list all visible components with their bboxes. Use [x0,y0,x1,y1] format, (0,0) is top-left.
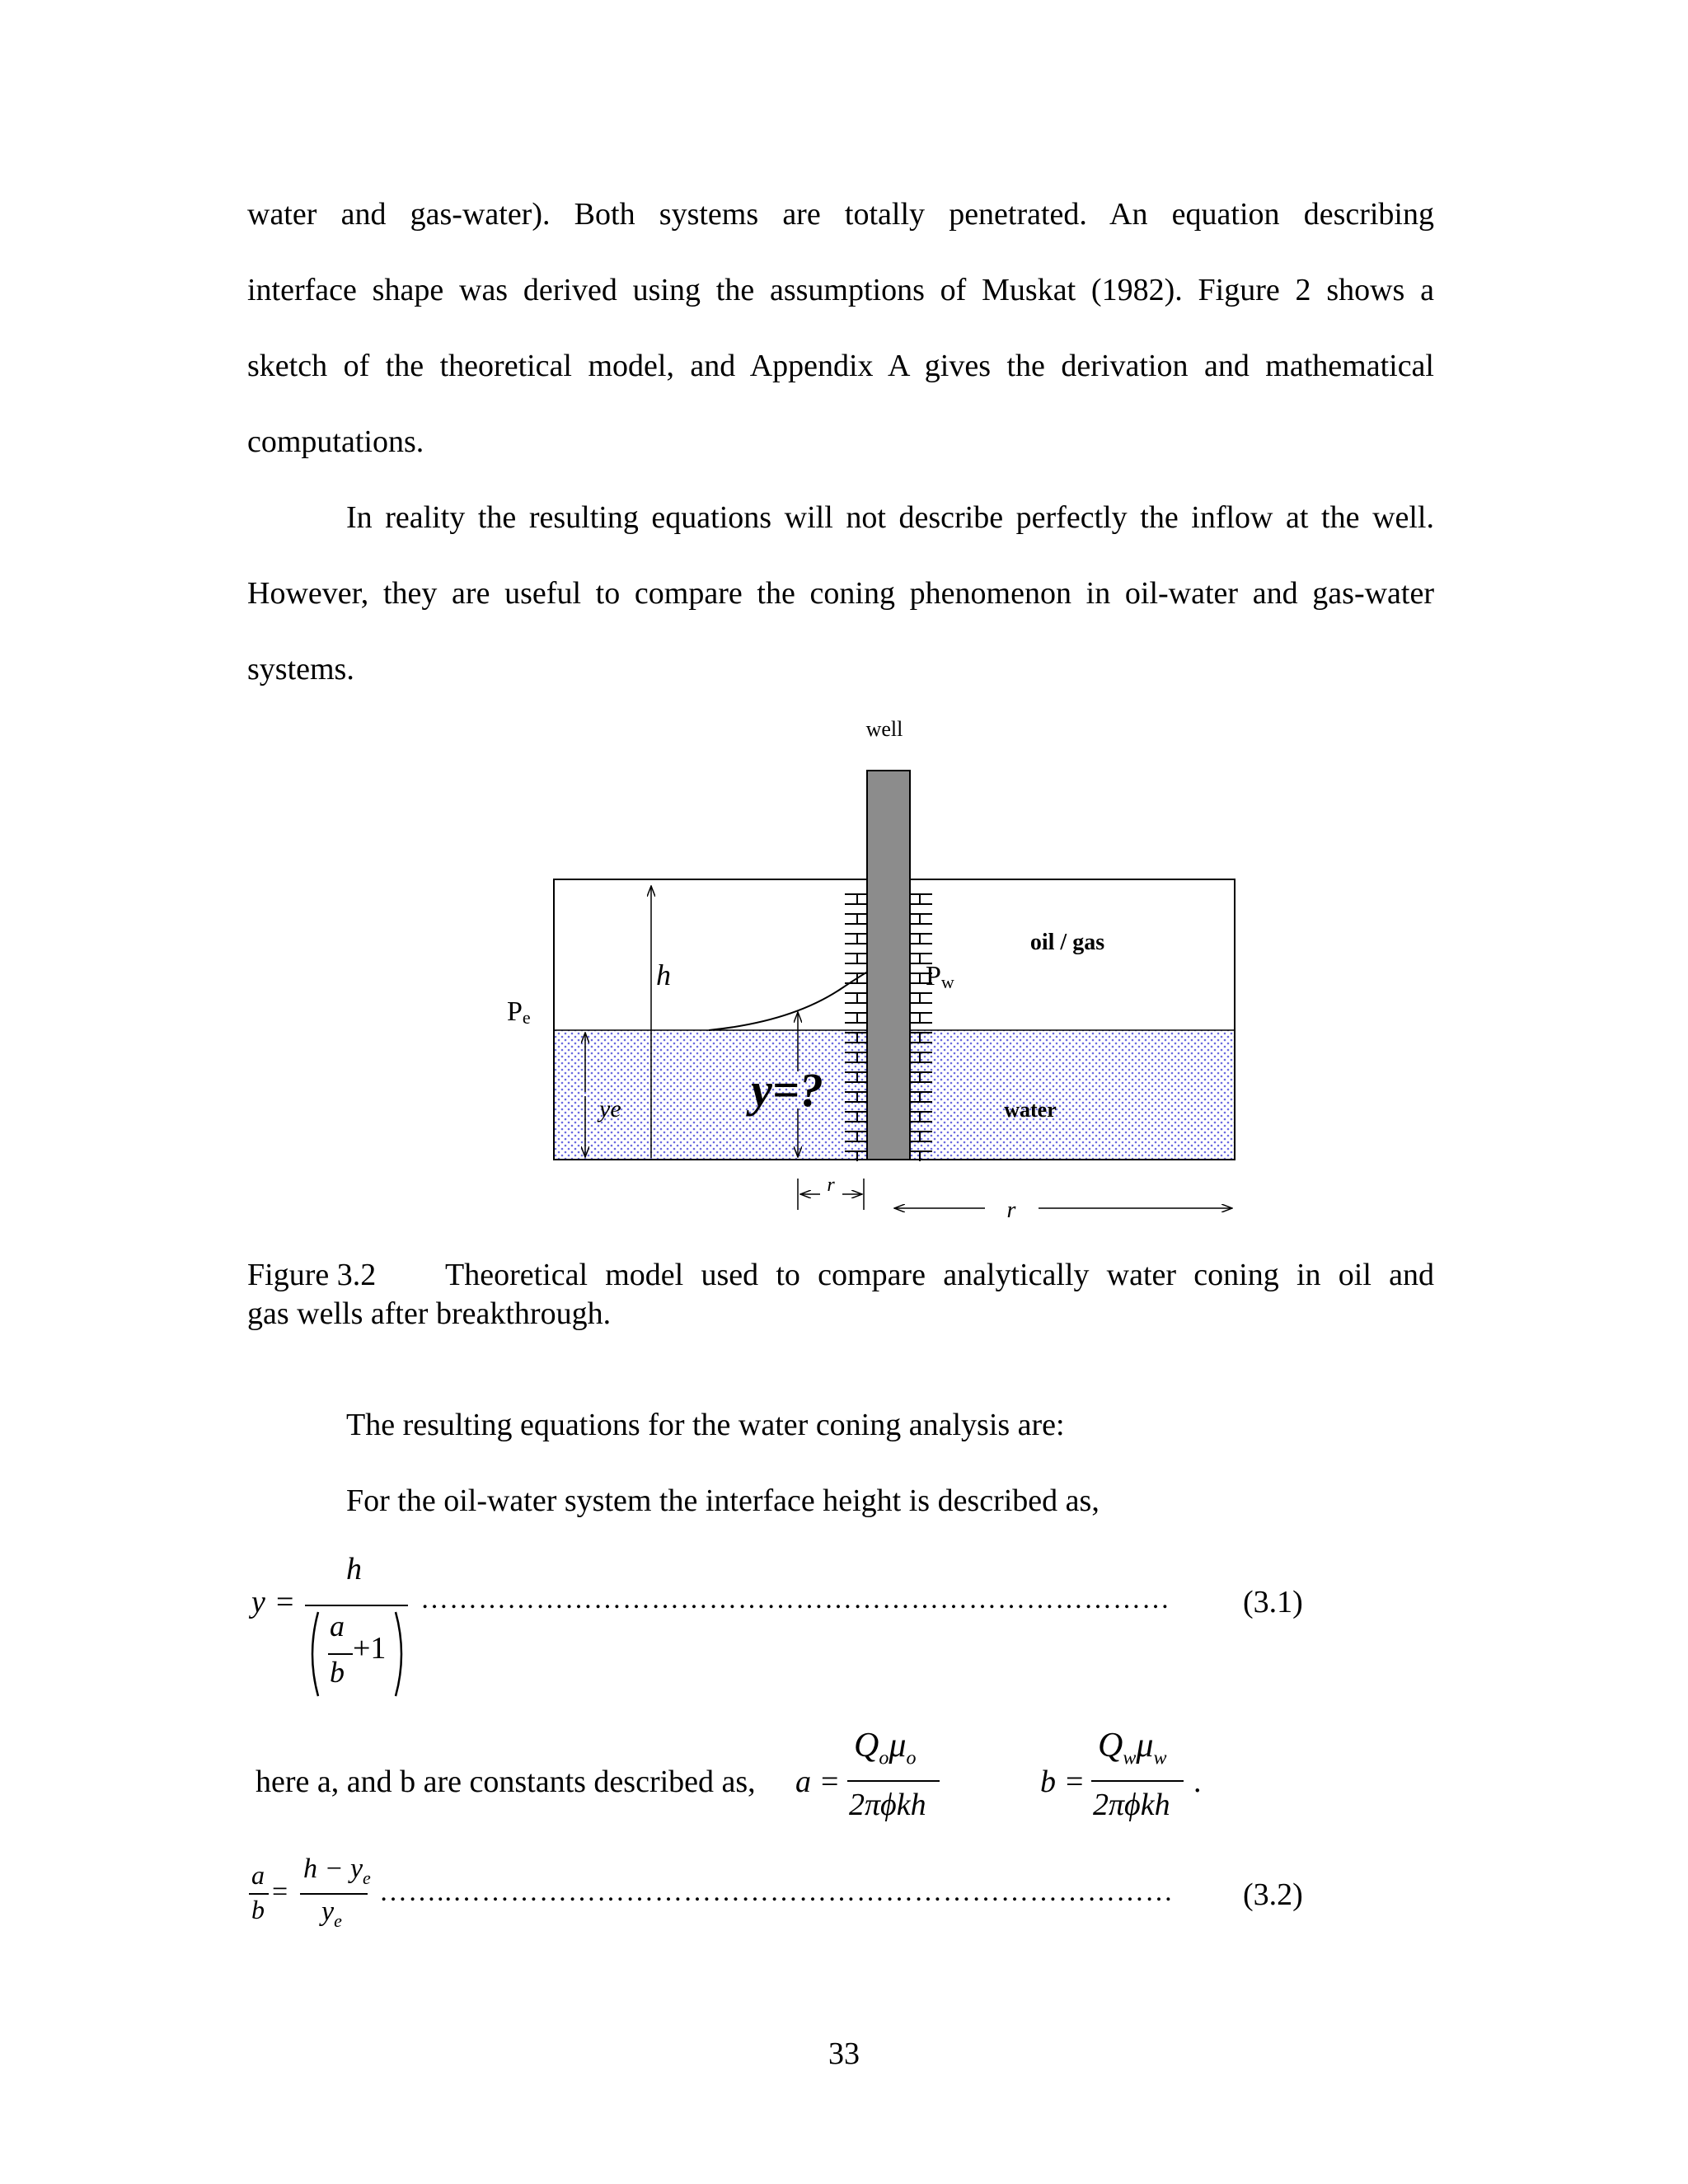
eq31-numerator: h [346,1552,362,1586]
eq32-equals: = [272,1877,288,1907]
constants-line [256,1727,1327,1838]
figure-caption-text: Theoretical model used to compare analytically water coning in oil and [445,1258,1434,1292]
const-b-equals: = [1066,1765,1084,1799]
const-b-fraction-bar [1091,1780,1184,1782]
eq32-denominator: $y_e$ [321,1896,342,1931]
eq31-fraction-bar [305,1605,408,1606]
eq31-number: (3.1) [1243,1585,1303,1619]
equations-intro: The resulting equations for the water coning analysis are: [346,1408,1065,1442]
constants-text: here a, and b are constants described as, [256,1765,756,1799]
figure-caption-line-2: gas wells after breakthrough. [247,1296,612,1331]
eq31-leader-dots: …………………………………………………………………… [420,1584,1170,1615]
paragraph-2-line-2: However, they are useful to compare the coning phenomenon in oil-water and gas-water [247,576,1434,611]
eq31-b: b [330,1656,345,1689]
r-label: r [1006,1197,1016,1223]
eq32-a: a [251,1860,265,1890]
y-question-label: y=? [751,1063,823,1117]
page-number: 33 [828,2036,860,2071]
figure-number: Figure 3.2 [247,1258,377,1292]
well-casing [867,771,910,1160]
rw-label: r [827,1174,835,1196]
oil-gas-label: oil / gas [1029,930,1105,955]
well-label: well [865,717,903,741]
eq32-leader-dots: ……..………………………………………………………………… [379,1877,1174,1907]
const-b-lhs: b [1040,1765,1056,1799]
const-b-denominator: 2πϕkh [1093,1788,1170,1822]
paragraph-2-line-1: In reality the resulting equations will not describe perfectly the inflow at the well. [346,500,1434,535]
oil-water-intro: For the oil-water system the interface height is described as, [346,1483,1100,1518]
eq32-number: (3.2) [1243,1877,1303,1912]
cone-curve [709,968,875,1030]
water-label: water [1004,1098,1057,1122]
coning-model-diagram [495,709,1278,1236]
paragraph-2-line-3: systems. [247,652,354,687]
const-a-lhs: a [795,1765,811,1799]
paragraph-1-line-3: sketch of the theoretical model, and Appendix A gives the derivation and mathematical [247,349,1434,383]
const-a-equals: = [821,1765,839,1799]
eq32-numerator: $h - y_e$ [303,1854,371,1888]
h-label: h [656,958,671,991]
const-b-numerator: $Q_w\mu_w$ [1098,1727,1167,1769]
eq31-a: a [330,1610,345,1643]
const-a-denominator: 2πϕkh [849,1788,926,1822]
const-a-fraction-bar [847,1780,940,1782]
pe-label: Pe [507,996,531,1028]
equation-3-2 [247,1854,1319,1957]
eq32-b: b [251,1895,265,1924]
eq32-fraction-bar [300,1893,368,1895]
const-period: . [1193,1765,1202,1799]
pw-label: Pw [926,961,954,992]
eq31-lhs: y [251,1585,265,1619]
const-a-numerator: $Q_o\mu_o$ [854,1727,917,1769]
equation-3-1 [247,1552,1319,1698]
paragraph-1-line-2: interface shape was derived using the assumptions of Muskat (1982). Figure 2 shows a [247,273,1434,307]
paragraph-1-line-4: computations. [247,424,424,459]
eq31-equals: = [276,1585,294,1619]
eq31-plus-one: +1 [353,1631,387,1666]
paragraph-1-line-1: water and gas-water). Both systems are totally penetrated. An equation describing [247,197,1434,232]
ye-label: ye [599,1095,621,1122]
